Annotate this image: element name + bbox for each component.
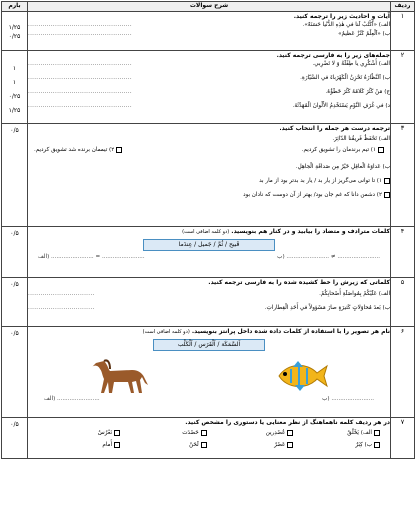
q6-score: ۰/۵: [2, 327, 28, 418]
question-7: [2, 418, 415, 459]
q5-answer-b[interactable]: ................................: [28, 305, 95, 312]
q2-score-a: ۱: [12, 65, 17, 72]
q3-option-a2[interactable]: ۲) تیممان برنده شد تشویق کردیم.: [34, 146, 122, 160]
q1-number: ۱: [391, 12, 415, 51]
q7-row2-option-2[interactable]: عَصْرٌ: [211, 439, 293, 451]
checkbox-icon[interactable]: [384, 178, 390, 184]
q4-answer-b[interactable]: ب) ........................ ≠ ........................: [277, 254, 380, 261]
q5-number: ۵: [391, 278, 415, 327]
q2-number: ۲: [391, 51, 415, 124]
checkbox-icon[interactable]: [114, 430, 120, 436]
question-4: [2, 227, 415, 278]
q1-item-b: ب) «اَلْعِلْمُ كَنْزٌ عَظيمٌ»: [338, 31, 390, 38]
checkbox-icon[interactable]: [201, 442, 207, 448]
q3-option-a1[interactable]: ۱) تیم برندمان را تشویق کردیم.: [302, 146, 384, 160]
q7-number: ۷: [391, 418, 415, 459]
q2-item-a: الف) أَشْكُرِي يا طِفْلَةُ وَ لا تَضْرِبي.: [312, 61, 390, 68]
checkbox-icon[interactable]: [287, 430, 293, 436]
q3-option-b2[interactable]: ۲) دشمن دانا که غم جان بود/ بهتر از آن دوست که نادان بود: [28, 188, 390, 202]
q1-score-b: ۰/۲۵: [8, 33, 21, 41]
q3-item-b: ب) عَداوَةُ الْعاقِلِ خَيْرٌ مِن صَداقَةِ الْجاهِلِ.: [295, 164, 390, 171]
q7-row1-option-2[interactable]: عُصْدِرين: [211, 427, 293, 439]
q7-title: در هر ردیف کلمه ناهماهنگ از نظر معنایی یا دستوری را مشخص کنید.: [185, 419, 390, 426]
q3-score: ۰/۵: [2, 124, 28, 227]
q5-title: کلماتی که زیرش را خط کشیده شده را به فارسی ترجمه کنید.: [208, 279, 390, 286]
checkbox-icon[interactable]: [384, 192, 390, 198]
q4-word-box: قَبيح / ثُمَّ / جَميل / عِندَما: [143, 239, 275, 251]
checkbox-icon[interactable]: [116, 147, 122, 153]
q7-row1-option-3[interactable]: حَصْدَت: [125, 427, 207, 439]
checkbox-icon[interactable]: [114, 442, 120, 448]
q5-item-a: الف) عَلَيْكُمْ بِمُواصَلَةِ أَصْحابِكُمْ.: [319, 291, 390, 298]
q3-title: ترجمه درست هر جمله را انتخاب کنید.: [279, 125, 390, 132]
checkbox-icon[interactable]: [378, 147, 384, 153]
q1-title: آیات و احادیث زیر را ترجمه کنید.: [293, 13, 390, 20]
q2-answer-d[interactable]: ..................................................: [28, 103, 132, 110]
question-1: [2, 12, 415, 51]
q2-item-c: ج) مَنْ كَثُرَ كَلامُهُ كَثُرَ خَطَؤُهُ.: [325, 89, 390, 96]
fish-image: [273, 357, 329, 395]
question-2: [2, 51, 415, 124]
q6-answer-b[interactable]: ب) ........................: [322, 396, 374, 403]
question-5: [2, 278, 415, 327]
header-question-label: شرح سوالات: [28, 2, 391, 12]
horse-image: [90, 355, 150, 395]
checkbox-icon[interactable]: [374, 430, 380, 436]
question-3: [2, 124, 415, 227]
q4-number: ۴: [391, 227, 415, 278]
checkbox-icon[interactable]: [201, 430, 207, 436]
q2-title: جمله‌های زیر را به فارسی ترجمه کنید.: [276, 52, 390, 59]
q1-answer-a[interactable]: ..................................................: [28, 22, 132, 29]
q2-score-c: ۰/۲۵: [8, 93, 21, 100]
q5-score: ۰/۵: [2, 278, 28, 327]
question-6: [2, 327, 415, 418]
header-score-label: بارم: [2, 2, 28, 12]
q7-row1-option-1[interactable]: الف) يَخْلُقُ: [298, 427, 380, 439]
q2-score-d: ۱/۲۵: [8, 107, 21, 114]
checkbox-icon[interactable]: [374, 442, 380, 448]
q5-item-b: ب) بَعدَ مُحاوَلاتٍ كَثيرَةٍ صارَ مَسْؤولاً في أَحَدِ الْقِطاراتِ.: [264, 305, 390, 312]
q2-answer-b[interactable]: ..................................................: [28, 75, 132, 82]
q6-title: نام هر تصویر را با استفاده از کلمات داده شده داخل پرانتز بنویسید.: [191, 328, 390, 335]
q6-number: ۶: [391, 327, 415, 418]
q3-number: ۳: [391, 124, 415, 227]
q2-score-b: ۱: [12, 79, 17, 86]
q1-answer-b[interactable]: ..................................................: [28, 31, 132, 38]
q2-item-d: د) في غُرَفِ النَّوْمِ يَسْتَخْدِمُ الأَلْوانَ الْمُهَدِّئَةَ.: [292, 103, 390, 110]
q2-answer-c[interactable]: ..................................................: [28, 89, 132, 96]
q1-score-a: ۱/۲۵: [8, 24, 21, 31]
q4-note: (دو کلمه اضافی است): [182, 229, 230, 235]
q7-row2-option-1[interactable]: ب) كِبَرٌ: [298, 439, 380, 451]
q1-item-a: الف) «اُكْتُبْ لَنا في هٰذِهِ الدُّنْيا حَسَنَةً».: [302, 22, 390, 29]
q4-title: کلمات مترادف و متضاد را بیابید و در کنار هم بنویسید.: [231, 228, 390, 235]
checkbox-icon[interactable]: [287, 442, 293, 448]
exam-table: [1, 1, 415, 459]
q7-row2-option-3[interactable]: لَحَنٌ: [125, 439, 207, 451]
q6-answer-a[interactable]: الف) ........................: [44, 396, 100, 403]
q2-item-b: ب) اَلنَّظّارَةُ تَحْزِنُ الْكَهْرَباءَ في السَّيّارَةِ.: [300, 75, 390, 82]
q3-option-b1[interactable]: ۱) تا توانی می‌گریز از یار بد / یار بد بدتر بود از مار بد: [28, 174, 390, 188]
q7-row2-option-4[interactable]: أَمام: [38, 439, 120, 451]
q3-item-a: الف) تَحْفَظُ فَريقُنا الدّائِرَ.: [332, 136, 390, 143]
q7-row1-option-4[interactable]: نَعْرُسُ: [38, 427, 120, 439]
q5-answer-a[interactable]: ................................: [28, 291, 95, 298]
q4-score: ۰/۵: [2, 227, 28, 278]
q4-answer-a[interactable]: الف) ........................ = ........................: [38, 254, 145, 261]
q2-answer-a[interactable]: ..................................................: [28, 61, 132, 68]
header-row: [2, 2, 415, 12]
q6-word-box: اَلسَّمَكَة / اَلْفَرَس / اَلْكَلْب: [153, 339, 265, 351]
header-row-label: ردیف: [391, 2, 415, 12]
q6-note: (دو کلمه اضافی است): [142, 329, 190, 335]
q7-score: ۰/۵: [2, 418, 28, 459]
